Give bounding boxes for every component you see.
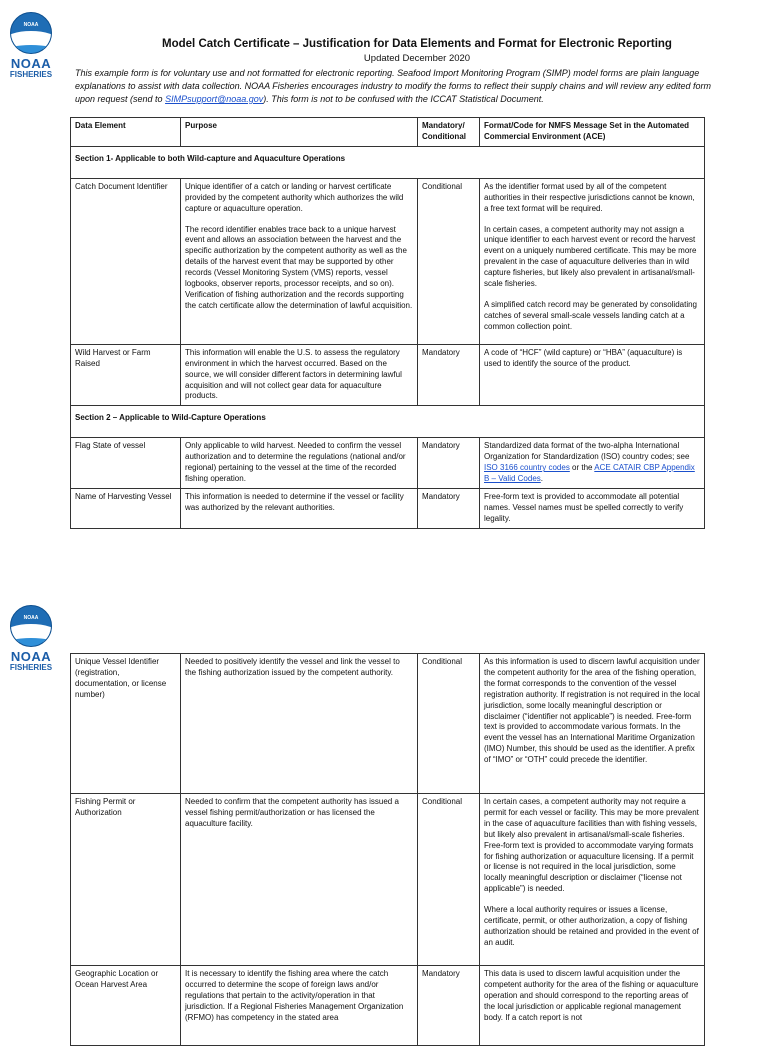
cell-mandatory: Mandatory xyxy=(418,438,480,489)
cell-purpose: This information is needed to determine if the vessel or facility was authorized by the relevant authorities. xyxy=(181,488,418,528)
section-row xyxy=(71,406,705,438)
noaa-emblem-icon: NOAA xyxy=(10,605,52,647)
logo-name-line1: NOAA xyxy=(10,649,52,664)
cell-purpose: Needed to positively identify the vessel and link the vessel to the fishing authorization issued by the competent authority. xyxy=(181,654,418,794)
data-elements-table-page1 xyxy=(70,117,705,529)
section-2-heading: Section 2 – Applicable to Wild-Capture Operations xyxy=(71,406,705,438)
table-row xyxy=(71,438,705,489)
noaa-fisheries-logo-page2 xyxy=(8,605,54,672)
ace-catair-appendix-link[interactable]: ACE CATAIR CBP Appendix B – Valid Codes xyxy=(484,463,695,484)
document-title: Model Catch Certificate – Justification for Data Elements and Format for Electronic Reporting xyxy=(162,38,672,50)
header-format: Format/Code for NMFS Message Set in the Automated Commercial Environment (ACE) xyxy=(480,118,705,147)
cell-mandatory: Conditional xyxy=(418,654,480,794)
cell-element: Unique Vessel Identifier (registration, documentation, or license number) xyxy=(71,654,181,794)
cell-format: As this information is used to discern lawful acquisition under the competent authority for the area of the fishing operation, the format corresponds to the convention of the vessel registration authority. If registration is not required in the local jurisdiction, some locally meaningful description or disclaimer (“identifier not applicable”) is needed. Free-form text is provided to accommodate various formats. In the event the vessel has an International Maritime Organization (IMO) Number, this should be used as the identifier. A prefix of “IMO” or “OTH” could precede the identifier. xyxy=(480,654,705,794)
logo-name-line2: FISHERIES xyxy=(9,70,53,79)
cell-purpose: This information will enable the U.S. to assess the regulatory environment in which the harvest occurred. Based on the source, we will consider different factors in determining lawful acquisition and will not collect gear data for aquaculture products. xyxy=(181,344,418,406)
cell-purpose: Only applicable to wild harvest. Needed to confirm the vessel authorization and to determine the regulations (national and/or regional) pertaining to the vessel at the time of the recorded fishing operation. xyxy=(181,438,418,489)
noaa-fisheries-logo xyxy=(8,12,54,79)
simp-support-email-link[interactable]: SIMPsupport@noaa.gov xyxy=(165,94,264,104)
cell-mandatory: Conditional xyxy=(418,178,480,344)
cell-element: Name of Harvesting Vessel xyxy=(71,488,181,528)
cell-element: Flag State of vessel xyxy=(71,438,181,489)
cell-mandatory: Conditional xyxy=(418,794,480,966)
cell-format: In certain cases, a competent authority may not require a permit for each vessel or facility. This may be more prevalent in the case of aquaculture facilities than with fishing vessels, but likely also prevalent in artisanal/small-scale fisheries. Free-form text is provided to accommodate varying formats for fishing authorization or aquaculture licensing. If a permit or license is not required in the local jurisdiction, some locally meaningful description or disclaimer (“license not applicable”) is needed. Where a local authority requires or issues a license, certificate, permit, or other authorization, a copy of fishing authorization should be retained and provided in the event of an audit. xyxy=(480,794,705,966)
cell-format: Free-form text is provided to accommodate all potential names. Vessel names must be spelled correctly to verify legality. xyxy=(480,488,705,528)
cell-mandatory: Mandatory xyxy=(418,488,480,528)
cell-purpose: Needed to confirm that the competent authority has issued a vessel fishing permit/authorization or has licensed the aquaculture facility. xyxy=(181,794,418,966)
updated-date: Updated December 2020 xyxy=(363,53,471,64)
header-data-element: Data Element xyxy=(71,118,181,147)
section-1-heading: Section 1- Applicable to both Wild-capture and Aquaculture Operations xyxy=(71,146,705,178)
cell-element: Geographic Location or Ocean Harvest Area xyxy=(71,966,181,1046)
logo-name-line2: FISHERIES xyxy=(9,663,53,672)
section-row xyxy=(71,146,705,178)
table-header-row xyxy=(71,118,705,147)
cell-mandatory: Mandatory xyxy=(418,966,480,1046)
cell-format: This data is used to discern lawful acquisition under the competent authority for the area of the fishing or aquaculture operation and should correspond to the reporting areas of the local jurisdiction or applicable regional management body. If a catch report is not xyxy=(480,966,705,1046)
noaa-emblem-icon: NOAA xyxy=(10,12,52,54)
cell-element: Catch Document Identifier xyxy=(71,178,181,344)
data-elements-table-page2 xyxy=(70,653,705,1046)
header-mandatory: Mandatory/ Conditional xyxy=(418,118,480,147)
cell-mandatory: Mandatory xyxy=(418,344,480,406)
table-row xyxy=(71,794,705,966)
table-row xyxy=(71,344,705,406)
table-row xyxy=(71,966,705,1046)
logo-name-line1: NOAA xyxy=(10,56,52,71)
cell-element: Fishing Permit or Authorization xyxy=(71,794,181,966)
cell-purpose: Unique identifier of a catch or landing or harvest certificate provided by the competent authority which authorizes the wild capture or aquaculture operation. The record identifier enables trace back to a unique harvest event and allows an association between the harvest and the specific authorization by the competent authority as well as the details of the harvest event that may be supported by other records (Vessel Monitoring System (VMS) reports, vessel logbooks, observer reports, processor receipts, and so on). Verification of fishing authorization and the records supporting the catch certificate allow the determination of lawful acquisition. xyxy=(181,178,418,344)
cell-format: As the identifier format used by all of the competent authorities in their respective jurisdictions cannot be known, a free text format will be required. In certain cases, a competent authority may not assign a unique identifier to each harvest event or record the harvest event on a uniquely numbered certificate. This may be more prevalent in the case of aquaculture deliveries than in wild capture fisheries, but likely also prevalent in artisanal/small-scale fisheries. A simplified catch record may be generated by consolidating catches of several small-scale vessels landing catch at a common collection point. xyxy=(480,178,705,344)
intro-paragraph: This example form is for voluntary use and not formatted for electronic reporting. Seafood Import Monitoring Program (SIMP) model forms are plain language explanations to assist with data collection. NOAA Fisheries encourages industry to modify the forms to reflect their supply chains and will review any edited form upon request (send to SIMPsupport@noaa.gov). This form is not to be confused with the ICCAT Statistical Document. xyxy=(75,68,711,104)
cell-format: A code of “HCF” (wild capture) or “HBA” (aquaculture) is used to identify the source of the product. xyxy=(480,344,705,406)
table-row xyxy=(71,654,705,794)
cell-format: Standardized data format of the two-alpha International Organization for Standardization (ISO) country codes; see ISO 3166 country codes or the ACE CATAIR CBP Appendix B – Valid Codes. xyxy=(480,438,705,489)
iso-3166-link[interactable]: ISO 3166 country codes xyxy=(484,463,570,473)
cell-element: Wild Harvest or Farm Raised xyxy=(71,344,181,406)
header-purpose: Purpose xyxy=(181,118,418,147)
cell-purpose: It is necessary to identify the fishing area where the catch occurred to determine the scope of foreign laws and/or regulations that pertain to the activity/operation in that jurisdiction. If a Regional Fisheries Management Organization (RFMO) has competency in the stated area xyxy=(181,966,418,1046)
table-row xyxy=(71,178,705,344)
table-row xyxy=(71,488,705,528)
